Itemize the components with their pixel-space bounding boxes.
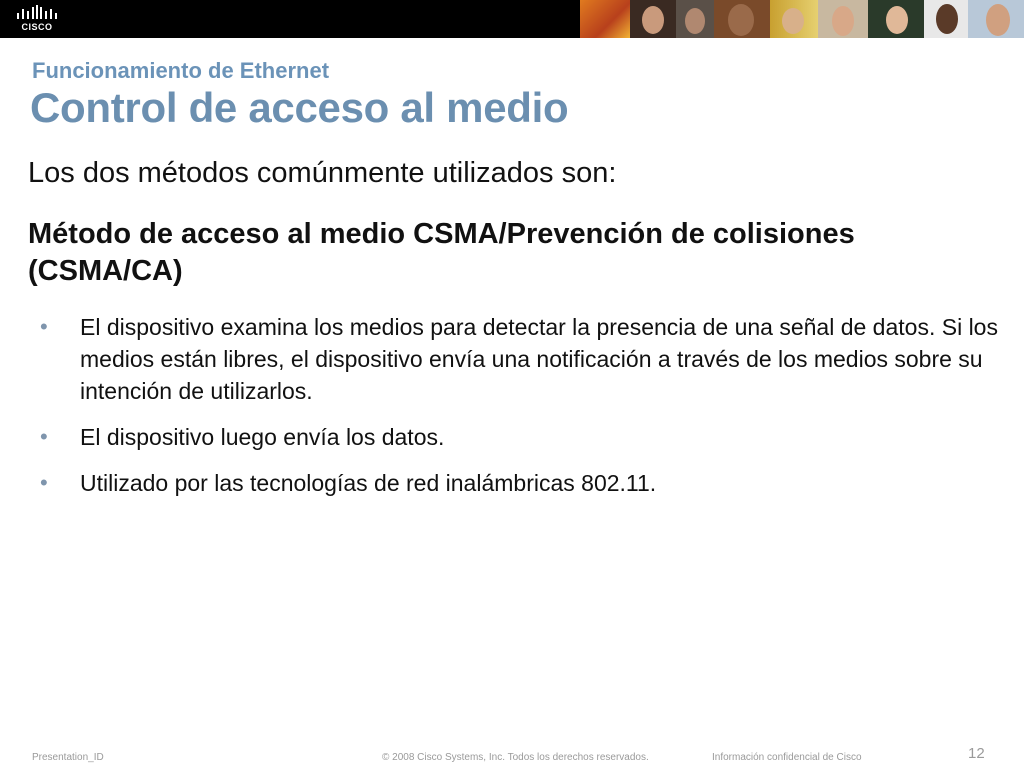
- bullet-icon: •: [40, 424, 48, 449]
- bullet-icon: •: [40, 470, 48, 495]
- bullet-item: [40, 467, 1000, 499]
- header-photo: [924, 0, 968, 38]
- cisco-bridge-icon: [14, 5, 60, 21]
- header-photo: [818, 0, 868, 38]
- bullet-list: [40, 311, 1000, 513]
- footer-confidential: Información confidencial de Cisco: [712, 752, 862, 763]
- header-photo: [770, 0, 818, 38]
- slide-title: Control de acceso al medio: [30, 84, 569, 131]
- bullet-item: [40, 311, 1000, 407]
- footer-copyright: © 2008 Cisco Systems, Inc. Todos los derechos reservados.: [382, 752, 649, 763]
- header-photo: [580, 0, 630, 38]
- method-heading: Método de acceso al medio CSMA/Prevención de colisiones (CSMA/CA): [28, 218, 855, 287]
- bullet-item: [40, 421, 1000, 453]
- header-photo: [868, 0, 924, 38]
- cisco-logo-text: CISCO: [21, 22, 53, 32]
- header-photo: [714, 0, 770, 38]
- header-bar: [0, 0, 1024, 38]
- intro-text: Los dos métodos comúnmente utilizados son:: [28, 157, 617, 189]
- header-photo: [630, 0, 676, 38]
- bullet-text: El dispositivo examina los medios para detectar la presencia de una señal de datos. Si los medios están libres, el dispositivo envía una notificación a través de los medios sobre su intención de utilizarlos.: [80, 314, 998, 404]
- footer-presentation-id: Presentation_ID: [32, 752, 104, 763]
- cisco-logo: [14, 5, 60, 33]
- header-photo: [968, 0, 1024, 38]
- page-number: 12: [968, 745, 985, 762]
- bullet-icon: •: [40, 314, 48, 339]
- header-photo: [676, 0, 714, 38]
- slide-subtitle: Funcionamiento de Ethernet: [32, 58, 330, 83]
- bullet-text: El dispositivo luego envía los datos.: [80, 424, 445, 450]
- header-photo-strip: [580, 0, 1024, 38]
- bullet-text: Utilizado por las tecnologías de red inalámbricas 802.11.: [80, 470, 657, 496]
